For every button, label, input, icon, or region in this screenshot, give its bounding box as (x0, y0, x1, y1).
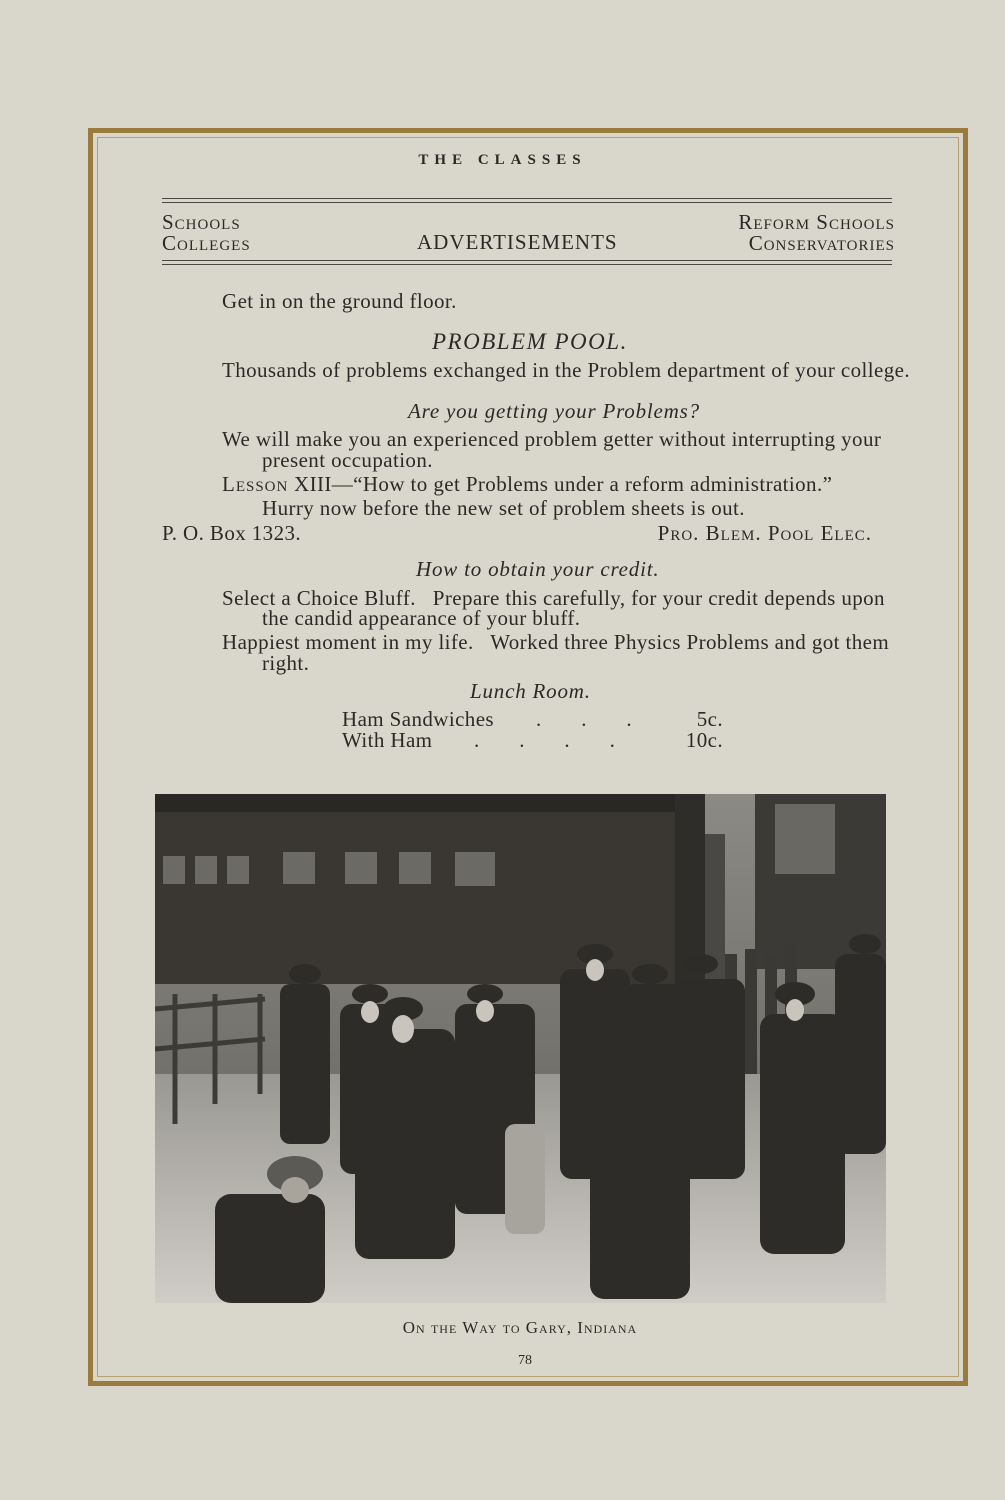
menu-item: With Ham (342, 728, 433, 752)
ad-question: Are you getting your Problems? (408, 399, 700, 423)
ad-make-line2: present occupation. (262, 448, 433, 472)
header-rule-top-2 (162, 202, 892, 203)
photograph (155, 794, 886, 1303)
ad-thousands: Thousands of problems exchanged in the Problem department of your college. (222, 358, 911, 382)
ad-happiest-line2: right. (262, 651, 310, 675)
header-rule-bottom-1 (162, 260, 892, 261)
header-reform-schools: Reform Schools (738, 210, 895, 234)
menu-item: Ham Sandwiches (342, 707, 494, 731)
ad-lesson (222, 472, 832, 497)
menu-dots: . . . . (474, 728, 616, 752)
lesson-label: Lesson (222, 472, 289, 496)
lesson-text: XIII—“How to get Problems under a reform administration.” (294, 472, 833, 496)
header-schools: Schools (162, 210, 241, 234)
ad-happiest-line1: Happiest moment in my life. Worked three Physics Problems and got them (222, 630, 890, 654)
header-colleges: Colleges (162, 231, 251, 255)
ad-select-line2: the candid appearance of your bluff. (262, 606, 581, 630)
page-number: 78 (518, 1353, 532, 1368)
ad-signature: Pro. Blem. Pool Elec. (657, 521, 872, 545)
header-rule-bottom-2 (162, 264, 892, 265)
header-rule-top-1 (162, 198, 892, 199)
ad-credit-head: How to obtain your credit. (416, 557, 660, 581)
header-advertisements: ADVERTISEMENTS (417, 230, 618, 254)
menu-dots: . . . (536, 707, 633, 731)
running-head: THE CLASSES (418, 152, 587, 168)
photo-caption: On the Way to Gary, Indiana (402, 1318, 638, 1337)
menu-price: 5c. (696, 707, 723, 731)
ad-box: P. O. Box 1323. (162, 521, 302, 545)
ad-make-line1: We will make you an experienced problem getter without interrupting your (222, 427, 882, 451)
menu-price: 10c. (685, 728, 723, 752)
ad-lunch-head: Lunch Room. (470, 679, 591, 703)
ad-title: PROBLEM POOL. (432, 329, 628, 354)
ad-hurry: Hurry now before the new set of problem sheets is out. (262, 496, 745, 520)
ad-tagline: Get in on the ground floor. (222, 289, 457, 313)
ad-select-line1: Select a Choice Bluff. Prepare this carefully, for your credit depends upon (222, 586, 885, 610)
header-conservatories: Conservatories (748, 231, 895, 255)
